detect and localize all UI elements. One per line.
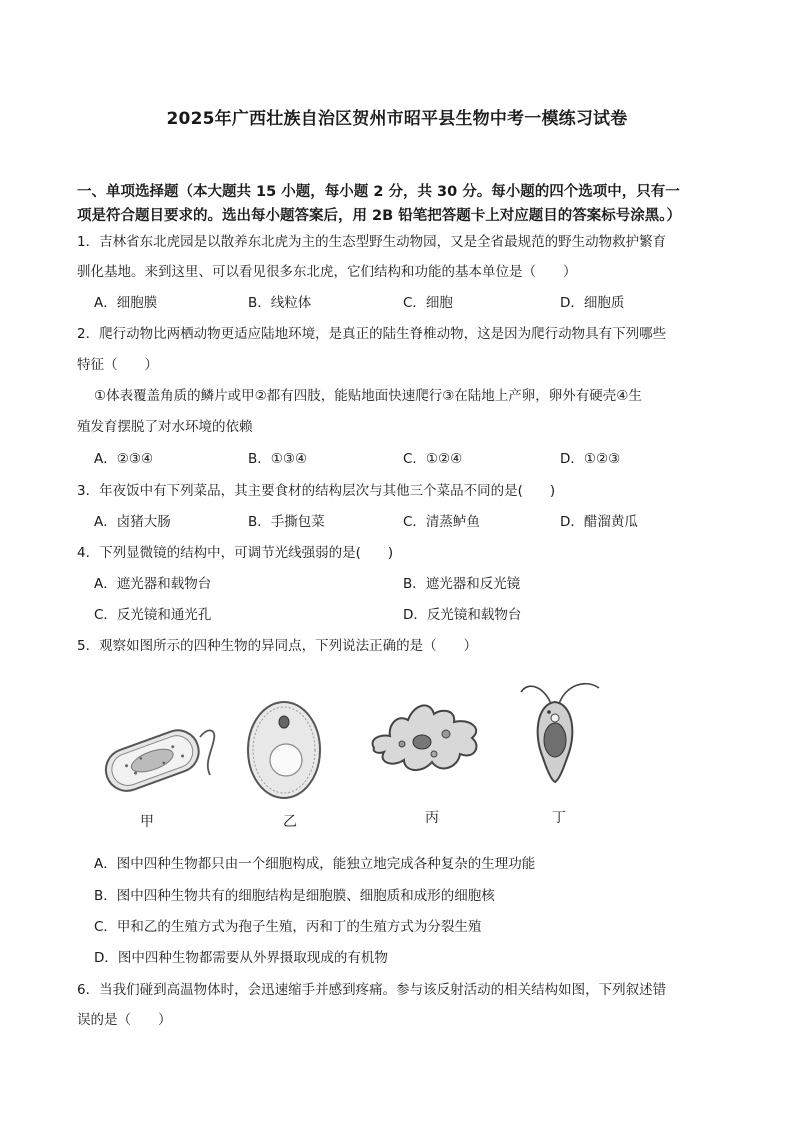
q3-option-b: B．手撕包菜	[248, 514, 325, 530]
figure-label-bing: 丙	[425, 810, 439, 826]
q5-option-b: B．图中四种生物共有的细胞结构是细胞膜、细胞质和成形的细胞核	[94, 888, 495, 904]
question-6-line2: 误的是（ ）	[77, 1012, 172, 1028]
q4-option-d: D．反光镜和载物台	[403, 607, 522, 623]
q5-option-c: C．甲和乙的生殖方式为孢子生殖，丙和丁的生殖方式为分裂生殖	[94, 919, 482, 935]
bacterium-figure	[96, 715, 226, 800]
q2-option-a: A．②③④	[94, 451, 154, 467]
question-3-line1: 3．年夜饭中有下列菜品，其主要食材的结构层次与其他三个菜品不同的是( )	[77, 483, 556, 499]
q1-option-a: A．细胞膜	[94, 295, 158, 311]
q4-option-b: B．遮光器和反光镜	[403, 576, 521, 592]
q2-option-b: B．①③④	[248, 451, 308, 467]
yeast-cell-figure	[244, 698, 324, 802]
figure-label-jia: 甲	[140, 814, 154, 830]
question-2-line1: 2．爬行动物比两栖动物更适应陆地环境，是真正的陆生脊椎动物，这是因为爬行动物具有下列哪些	[77, 326, 667, 342]
q5-option-d: D．图中四种生物都需要从外界摄取现成的有机物	[94, 950, 388, 966]
question-1-line2: 驯化基地。来到这里、可以看见很多东北虎，它们结构和功能的基本单位是（ ）	[77, 264, 577, 280]
q5-option-a: A．图中四种生物都只由一个细胞构成，能独立地完成各种复杂的生理功能	[94, 856, 536, 872]
question-2-line4: 殖发育摆脱了对水环境的依赖	[77, 419, 253, 435]
q4-option-a: A．遮光器和载物台	[94, 576, 212, 592]
question-1-line1: 1．吉林省东北虎园是以散养东北虎为主的生态型野生动物园，又是全省最规范的野生动物救护繁育	[77, 234, 667, 250]
q3-option-a: A．卤猪大肠	[94, 514, 171, 530]
section-heading-line2: 项是符合题目要求的。选出每小题答案后，用 2B 铅笔把答题卡上对应题目的答案标号涂黑。）	[77, 208, 681, 224]
amoeba-figure	[364, 690, 490, 780]
q1-option-b: B．线粒体	[248, 295, 312, 311]
q1-option-c: C．细胞	[403, 295, 453, 311]
q1-option-d: D．细胞质	[560, 295, 625, 311]
figure-label-yi: 乙	[283, 814, 297, 830]
figure-label-ding: 丁	[552, 810, 566, 826]
question-6-line1: 6．当我们碰到高温物体时，会迅速缩手并感到疼痛。参与该反射活动的相关结构如图，下列叙述错	[77, 982, 667, 998]
q4-option-c: C．反光镜和通光孔	[94, 607, 212, 623]
question-4-line1: 4．下列显微镜的结构中，可调节光线强弱的是( )	[77, 545, 394, 561]
q3-option-c: C．清蒸鲈鱼	[403, 514, 480, 530]
euglena-figure	[515, 676, 605, 786]
section-heading-line1: 一、单项选择题（本大题共 15 小题，每小题 2 分，共 30 分。每小题的四个选项中，只有一	[77, 184, 680, 200]
question-5-line1: 5．观察如图所示的四种生物的异同点，下列说法正确的是（ ）	[77, 638, 478, 654]
page-title: 2025年广西壮族自治区贺州市昭平县生物中考一模练习试卷	[166, 109, 628, 129]
q3-option-d: D．醋溜黄瓜	[560, 514, 638, 530]
q2-option-d: D．①②③	[560, 451, 621, 467]
q2-option-c: C．①②④	[403, 451, 463, 467]
question-2-line3: ①体表覆盖角质的鳞片或甲②都有四肢，能贴地面快速爬行③在陆地上产卵，卵外有硬壳④生	[94, 388, 642, 404]
question-2-line2: 特征（ ）	[77, 357, 158, 373]
